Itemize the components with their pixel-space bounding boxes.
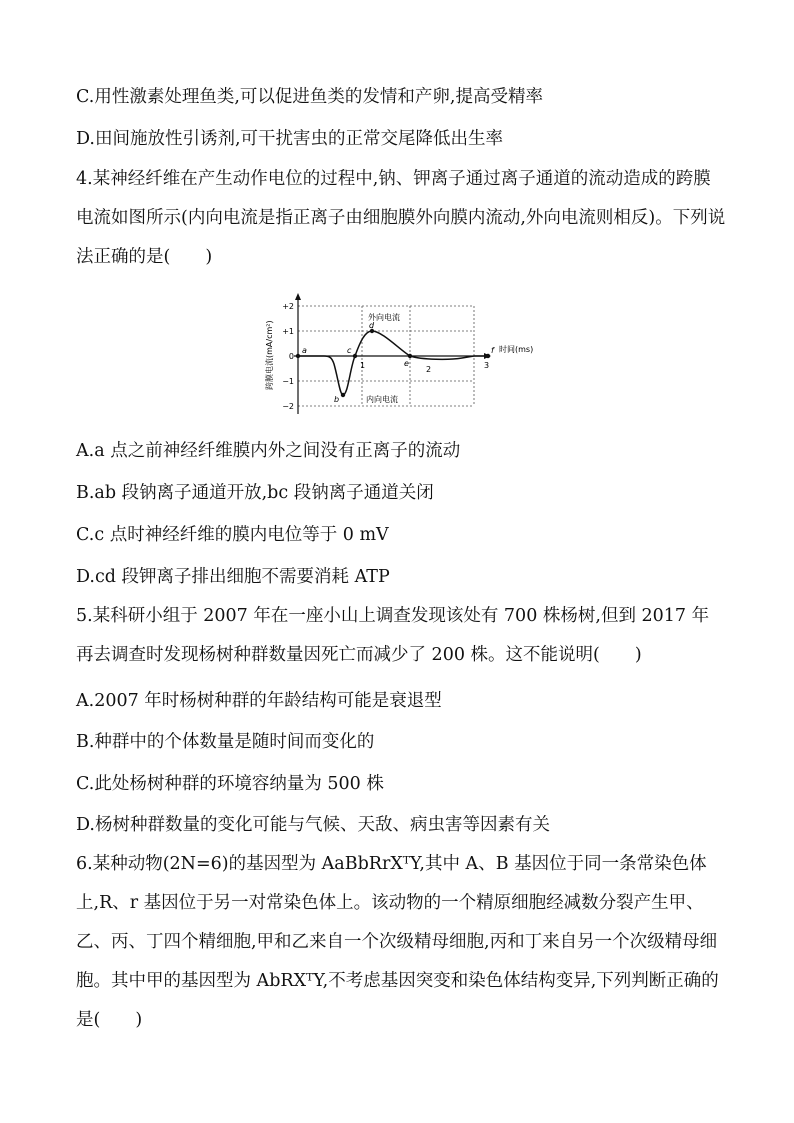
- x-tick-1: 1: [360, 361, 366, 370]
- x-tick-2: 2: [426, 365, 432, 374]
- y-tick-minus1: −1: [282, 377, 294, 386]
- y-tick-0: 0: [288, 352, 294, 361]
- question-4-option-b: B.ab 段钠离子通道开放,bc 段钠离子通道关闭: [76, 483, 434, 503]
- inward-current-label: 内向电流: [366, 395, 398, 404]
- question-4-option-d: D.cd 段钾离子排出细胞不需要消耗 ATP: [76, 567, 390, 587]
- label-c: c: [347, 346, 352, 355]
- question-6-stem: 6.某种动物(2N=6)的基因型为 AaBbRrXᵀY,其中 A、B 基因位于同一条常染色体上,R、r 基因位于另一对常染色体上。该动物的一个精原细胞经减数分裂产生甲、乙、丙、丁四个精细胞,甲和乙来自一个次级精母细胞,丙和丁来自另一个次级精母细胞。其中甲的基因型为 AbRXᵀY,不考虑基因突变和染色体结构变异,下列判断正确的是( ): [76, 854, 719, 1030]
- label-d: d: [369, 321, 375, 330]
- label-b: b: [334, 395, 340, 404]
- y-tick-plus1: +1: [282, 327, 294, 336]
- question-5-option-b: B.种群中的个体数量是随时间而变化的: [76, 732, 375, 752]
- label-a: a: [302, 346, 307, 355]
- question-4-option-a: A.a 点之前神经纤维膜内外之间没有正离子的流动: [76, 441, 461, 461]
- question-4-stem: 4.某神经纤维在产生动作电位的过程中,钠、钾离子通过离子通道的流动造成的跨膜电流如图所示(内向电流是指正离子由细胞膜外向膜内流动,外向电流则相反)。下列说法正确的是( ): [76, 169, 726, 267]
- option-c-previous: C.用性激素处理鱼类,可以促进鱼类的发情和产卵,提高受精率: [76, 87, 543, 107]
- point-f: [486, 354, 490, 358]
- x-axis-label: 时间(ms): [499, 345, 534, 354]
- y-axis-label: 跨膜电流(mA/cm²): [265, 320, 274, 390]
- question-5-option-a: A.2007 年时杨树种群的年龄结构可能是衰退型: [76, 691, 442, 711]
- label-f: f: [491, 346, 494, 355]
- y-tick-plus2: +2: [282, 302, 294, 311]
- membrane-current-figure: [262, 290, 552, 420]
- point-b: [341, 393, 345, 397]
- label-e: e: [404, 359, 409, 368]
- point-a: [296, 354, 300, 358]
- question-5-option-d: D.杨树种群数量的变化可能与气候、天敌、病虫害等因素有关: [76, 815, 550, 835]
- y-tick-minus2: −2: [282, 402, 294, 411]
- point-e: [408, 354, 412, 358]
- x-tick-3: 3: [484, 361, 490, 370]
- point-c: [353, 354, 357, 358]
- question-4-option-c: C.c 点时神经纤维的膜内电位等于 0 mV: [76, 525, 389, 545]
- question-5-stem: 5.某科研小组于 2007 年在一座小山上调查发现该处有 700 株杨树,但到 2017 年再去调查时发现杨树种群数量因死亡而减少了 200 株。这不能说明( ): [76, 606, 710, 665]
- option-d-previous: D.田间施放性引诱剂,可干扰害虫的正常交尾降低出生率: [76, 129, 504, 149]
- outward-current-label: 外向电流: [368, 313, 400, 322]
- question-5-option-c: C.此处杨树种群的环境容纳量为 500 株: [76, 774, 384, 794]
- current-curve: [298, 331, 488, 395]
